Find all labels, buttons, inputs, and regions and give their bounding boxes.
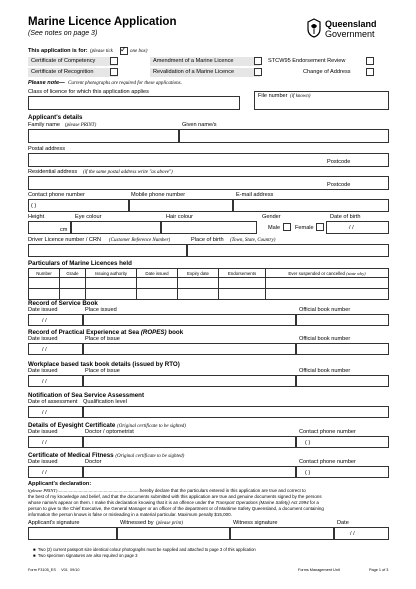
- sea-service-qualification-label: Qualification level: [83, 399, 127, 405]
- workplace-date-label: Date issued: [28, 368, 58, 374]
- workplace-slashes: / /: [42, 379, 47, 385]
- email-label: E-mail address: [236, 192, 274, 198]
- service-book-slashes: / /: [42, 318, 47, 324]
- file-number-label: File number: [258, 93, 288, 99]
- email-field[interactable]: [233, 199, 389, 212]
- checkbox-stcw95[interactable]: [366, 57, 374, 65]
- ropes-slashes: / /: [42, 347, 47, 353]
- ropes-official-label: Official book number: [299, 336, 351, 342]
- female-label: Female: [295, 225, 314, 231]
- medical-doctor-field[interactable]: [83, 466, 296, 478]
- eye-colour-label: Eye colour: [75, 214, 102, 220]
- table-row[interactable]: [29, 289, 389, 300]
- medical-heading: Certificate of Medical Fitness (Original certificate to be sighted): [28, 452, 185, 459]
- col-endorsements: Endorsements: [219, 269, 266, 278]
- checkbox-certificate-of-competency[interactable]: [110, 57, 118, 65]
- footer-page: Page 1 of 3: [369, 568, 389, 572]
- logo-line-1: Queensland: [325, 19, 377, 29]
- applicant-heading: Applicant's details: [28, 114, 83, 121]
- licences-held-heading: Particulars of Marine Licences held: [28, 260, 132, 267]
- place-of-birth-field[interactable]: [187, 244, 389, 257]
- checkbox-certificate-of-recognition[interactable]: [110, 68, 118, 76]
- eyesight-date-field[interactable]: [28, 436, 83, 448]
- service-book-heading: Record of Service Book: [28, 300, 98, 307]
- contact-phone-paren: ( ): [31, 203, 37, 209]
- service-book-official-field[interactable]: [296, 314, 389, 326]
- application-for-hint-a: (please tick: [90, 49, 113, 54]
- ropes-place-label: Place of issue: [85, 336, 120, 342]
- footer-form-number: Form F3105_ES V01 09/10: [28, 568, 80, 572]
- please-note-label: Please note—: [28, 80, 65, 86]
- dob-label: Date of birth: [330, 214, 361, 220]
- checkbox-amendment[interactable]: [254, 57, 262, 65]
- place-of-birth-hint: (Town, State, Country): [230, 238, 276, 243]
- service-book-place-field[interactable]: [83, 314, 296, 326]
- medical-phone-paren: ( ): [305, 470, 311, 476]
- residential-postcode-label: Postcode: [327, 182, 351, 188]
- queensland-crest-logo: [305, 18, 323, 38]
- eyesight-doctor-field[interactable]: [83, 436, 296, 448]
- sea-service-date-field[interactable]: [28, 406, 83, 418]
- witnessed-by-label: Witnessed by: [120, 520, 154, 526]
- declaration-date-label: Date: [337, 520, 349, 526]
- col-issuing-authority: Issuing authority: [86, 269, 137, 278]
- eyesight-phone-paren: ( ): [305, 440, 311, 446]
- application-for-hint-b: one box): [130, 49, 148, 54]
- ropes-heading: Record of Practical Experience at Sea (ROPES) book: [28, 329, 184, 336]
- eyesight-phone-label: Contact phone number: [299, 429, 356, 435]
- witness-signature-field[interactable]: [230, 527, 334, 540]
- dob-slashes: / /: [349, 225, 354, 231]
- medical-slashes: / /: [42, 470, 47, 476]
- col-expiry-date: Expiry date: [178, 269, 219, 278]
- bullet-icon: ■: [33, 553, 36, 558]
- residential-hint: (if the same postal address write "as above"): [83, 170, 173, 175]
- sea-service-slashes: / /: [42, 410, 47, 416]
- gender-label: Gender: [262, 214, 281, 220]
- eye-colour-field[interactable]: [71, 221, 161, 234]
- bullet-icon: ■: [33, 547, 36, 552]
- contact-phone-field[interactable]: [28, 199, 129, 212]
- dob-field[interactable]: [326, 221, 389, 234]
- place-of-birth-label: Place of birth: [191, 237, 224, 243]
- applicant-signature-label: Applicant's signature: [28, 520, 80, 526]
- ropes-official-field[interactable]: [296, 343, 389, 355]
- tick-mark-icon: ✓: [120, 45, 127, 54]
- sea-service-qualification-field[interactable]: [83, 406, 389, 418]
- service-book-place-label: Place issued: [85, 307, 117, 313]
- form-title: Marine Licence Application: [28, 16, 177, 28]
- table-row[interactable]: [29, 278, 389, 289]
- medical-date-field[interactable]: [28, 466, 83, 478]
- given-names-field[interactable]: [179, 129, 389, 143]
- checkbox-male[interactable]: [283, 223, 291, 231]
- declaration-text: I(please PRINT)..................................................................hereby declare that the particulars entered in this application are true and correct to the best of my knowledge and belief, and that the documents submitted with this application are true and genuine documents signed by the persons whose name/s appear on them. I make this declaration knowing that it is an offence under the Transport Operations (Marine Safety) Act 1994 for a person to give to the Chief Executive, the General Manager or an officer of the department or of Maritime Safety Queensland, a document containing information the person knows is false or misleading in a material particular. Maximum penalty $15,000.: [28, 488, 324, 517]
- contact-phone-label: Contact phone number: [28, 192, 85, 198]
- workplace-official-label: Official book number: [299, 368, 351, 374]
- workplace-date-field[interactable]: [28, 375, 83, 387]
- applicant-signature-field[interactable]: [28, 527, 117, 540]
- file-number-hint: (if known): [290, 94, 311, 99]
- ropes-place-field[interactable]: [83, 343, 296, 355]
- option-change-of-address: Change of Address: [303, 69, 351, 75]
- declaration-heading: Applicant's declaration:: [28, 481, 92, 487]
- eyesight-date-label: Date issued: [28, 429, 58, 435]
- postal-postcode-label: Postcode: [327, 159, 351, 165]
- medical-phone-label: Contact phone number: [299, 459, 356, 465]
- option-certificate-of-recognition: Certificate of Recognition: [31, 69, 94, 75]
- mobile-phone-field[interactable]: [129, 199, 233, 212]
- notes-list: [33, 547, 256, 559]
- mobile-phone-label: Mobile phone number: [131, 192, 186, 198]
- medical-doctor-label: Doctor: [85, 459, 102, 465]
- licence-number-label: Driver Licence number / CRN: [28, 237, 102, 243]
- list-item: ■ Two (2) current passport size identical colour photographs must be supplied and attached to page 3 of this application: [33, 547, 256, 552]
- form-subtitle: (See notes on page 3): [28, 30, 98, 37]
- family-name-label: Family name: [28, 122, 61, 128]
- file-number-field[interactable]: [254, 91, 389, 110]
- footer-unit: Forms Management Unit: [298, 568, 340, 572]
- eyesight-doctor-label: Doctor / optometrist: [85, 429, 134, 435]
- sea-service-heading: Notification of Sea Service Assessment: [28, 392, 145, 399]
- declaration-date-field[interactable]: [334, 527, 389, 540]
- logo-line-2: Government: [325, 29, 375, 39]
- witnessed-by-hint: (please print): [156, 521, 184, 526]
- service-book-date-label: Date issued: [28, 307, 58, 313]
- given-names-label: Given name/s: [182, 122, 217, 128]
- option-certificate-of-competency: Certificate of Competency: [31, 58, 96, 64]
- hair-colour-field[interactable]: [161, 221, 257, 234]
- option-amendment: Amendment of a Marine Licence: [153, 58, 234, 64]
- height-label: Height: [28, 214, 45, 220]
- medical-date-label: Date issued: [28, 459, 58, 465]
- workplace-place-field[interactable]: [83, 375, 296, 387]
- declaration-date-slashes: / /: [350, 531, 355, 537]
- checkbox-change-of-address[interactable]: [366, 68, 374, 76]
- sea-service-date-label: Date of assessment: [28, 399, 78, 405]
- workplace-official-field[interactable]: [296, 375, 389, 387]
- please-note-text: Current photographs are required for these applications.: [68, 81, 182, 86]
- licence-number-hint: (Customer Reference Number): [109, 238, 171, 243]
- ropes-date-field[interactable]: [28, 343, 83, 355]
- witnessed-by-field[interactable]: [117, 527, 230, 540]
- service-book-official-label: Official book number: [299, 307, 351, 313]
- postal-address-label: Postal address: [28, 146, 66, 152]
- licences-table: [28, 268, 389, 300]
- col-date-issued: Date issued: [137, 269, 178, 278]
- class-of-licence-label: Class of licence for which this application applies: [28, 89, 149, 95]
- witness-signature-label: Witness signature: [233, 520, 278, 526]
- eyesight-heading: Details of Eyesight Certificate (Original certificate to be sighted): [28, 422, 186, 429]
- family-name-hint: (please PRINT): [65, 123, 97, 128]
- workplace-place-label: Place of issue: [85, 368, 120, 374]
- hair-colour-label: Hair colour: [166, 214, 194, 220]
- checkbox-revalidation[interactable]: [254, 68, 262, 76]
- list-item: ■ Two specimen signatures are also required on page 3: [33, 553, 138, 558]
- col-grade: Grade: [60, 269, 86, 278]
- male-label: Male: [268, 225, 281, 231]
- col-suspended: Ever suspended or cancelled (state why): [266, 269, 389, 278]
- residential-address-label: Residential address: [28, 169, 78, 175]
- workplace-heading: Workplace based task book details (issued by RTO): [28, 361, 180, 368]
- family-name-field[interactable]: [28, 129, 179, 143]
- class-of-licence-field[interactable]: [28, 96, 240, 110]
- ropes-date-label: Date issued: [28, 336, 58, 342]
- service-book-date-field[interactable]: [28, 314, 83, 326]
- licence-number-field[interactable]: [28, 244, 187, 257]
- application-for-label: This application is for:: [28, 48, 88, 54]
- eyesight-slashes: / /: [42, 440, 47, 446]
- option-revalidation: Revalidation of a Marine Licence: [153, 69, 235, 75]
- option-stcw95: STCW95 Endorsement Review: [268, 58, 346, 64]
- checkbox-female[interactable]: [316, 223, 324, 231]
- licences-table-header: [29, 269, 389, 278]
- cm-label: cm: [60, 227, 68, 233]
- col-number: Number: [29, 269, 60, 278]
